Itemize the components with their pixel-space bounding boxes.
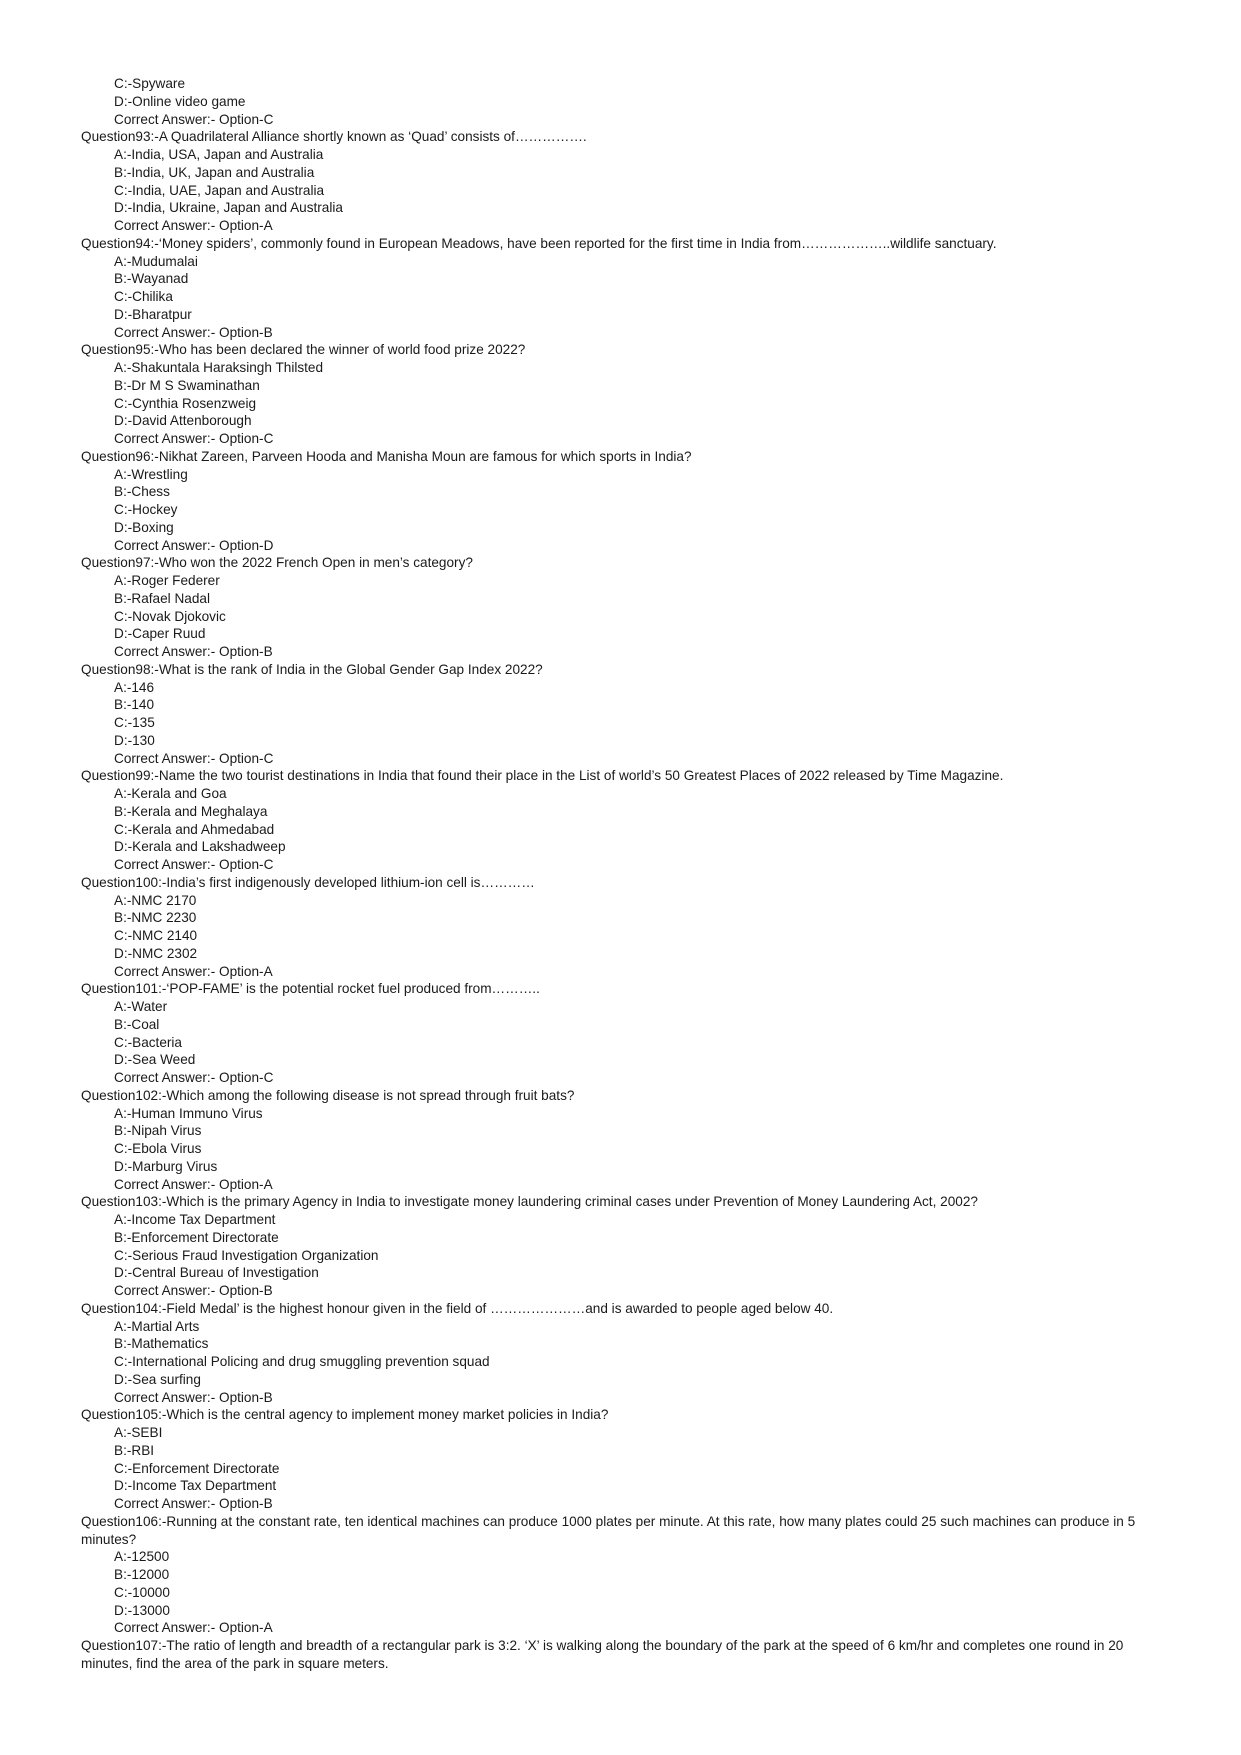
option-a: A:-Human Immuno Virus	[114, 1105, 263, 1121]
option-b: B:-Mathematics	[114, 1336, 209, 1352]
question-text: Question100:-India’s first indigenously developed lithium-ion cell is…………	[81, 874, 535, 890]
option-d: D:-Caper Ruud	[114, 626, 206, 642]
option-a: A:-146	[114, 679, 155, 695]
option-b: B:-Chess	[114, 484, 170, 500]
option-c: C:-135	[114, 715, 155, 730]
option-a: A:-NMC 2170	[114, 892, 197, 908]
option-d: D:-Kerala and Lakshadweep	[114, 839, 286, 855]
option-a: A:-Income Tax Department	[114, 1212, 276, 1227]
option-b: B:-India, UK, Japan and Australia	[114, 164, 315, 180]
option-d: D:-Sea Weed	[114, 1052, 196, 1068]
correct-answer: Correct Answer:- Option-A	[114, 1176, 273, 1192]
question-94	[81, 235, 1161, 342]
question-text: Question103:-Which is the primary Agency in India to investigate money laundering criminal cases under Prevention of Money Laundering Act, 2002?	[81, 1194, 978, 1210]
option-d: D:-Sea surfing	[114, 1371, 201, 1387]
correct-answer: Correct Answer:- Option-C	[114, 1070, 274, 1085]
correct-answer: Correct Answer:- Option-D	[114, 537, 274, 553]
option-c: C:-Novak Djokovic	[114, 608, 226, 624]
option-b: B:-Enforcement Directorate	[114, 1229, 279, 1245]
option-c: C:-Hockey	[114, 502, 178, 517]
question-97	[81, 554, 1161, 661]
correct-answer: Correct Answer:- Option-B	[114, 644, 273, 659]
option-d: D:-Marburg Virus	[114, 1158, 218, 1174]
question-text: Question95:-Who has been declared the winner of world food prize 2022?	[81, 342, 526, 358]
option-c: C:-Kerala and Ahmedabad	[114, 821, 275, 837]
option-c: C:-Bacteria	[114, 1034, 182, 1050]
option-b: B:-Nipah Virus	[114, 1123, 202, 1139]
question-document	[81, 75, 1161, 1673]
question-96	[81, 448, 1161, 555]
option-b: B:-Dr M S Swaminathan	[114, 377, 260, 393]
question-107	[81, 1637, 1161, 1673]
question-text: Question104:-Field Medal’ is the highest honour given in the field of …………………and is awarded to people aged below 40.	[81, 1300, 834, 1316]
question-105	[81, 1406, 1161, 1513]
option-b: B:-RBI	[114, 1442, 155, 1458]
question-text: Question107:-The ratio of length and breadth of a rectangular park is 3:2. ‘X’ is walking along the boundary of the park at the speed of 6 km/hr and completes one round in 20 minutes, find the area of the park in square meters.	[81, 1638, 1124, 1671]
option-d: D:-NMC 2302	[114, 945, 198, 961]
option-b: B:-NMC 2230	[114, 910, 197, 926]
question-text: Question96:-Nikhat Zareen, Parveen Hooda and Manisha Moun are famous for which sports in India?	[81, 448, 692, 464]
option-c: C:-Ebola Virus	[114, 1141, 202, 1156]
option-c: C:-Spyware	[114, 76, 186, 91]
option-a: A:-India, USA, Japan and Australia	[114, 147, 324, 162]
option-a: A:-SEBI	[114, 1425, 163, 1440]
option-a: A:-12500	[114, 1549, 170, 1565]
question-100	[81, 874, 1161, 981]
correct-answer: Correct Answer:- Option-C	[114, 750, 274, 766]
lead-block	[81, 75, 1161, 128]
option-a: A:-Martial Arts	[114, 1318, 200, 1334]
option-b: B:-Wayanad	[114, 271, 189, 287]
correct-answer: Correct Answer:- Option-A	[114, 1620, 273, 1636]
correct-answer: Correct Answer:- Option-B	[114, 1389, 273, 1405]
correct-answer: Correct Answer:- Option-B	[114, 1283, 273, 1298]
option-b: B:-Kerala and Meghalaya	[114, 803, 268, 819]
question-text: Question101:-‘POP-FAME’ is the potential rocket fuel produced from………..	[81, 981, 540, 997]
option-c: C:-Cynthia Rosenzweig	[114, 395, 257, 411]
option-a: A:-Wrestling	[114, 466, 188, 482]
question-text: Question102:-Which among the following disease is not spread through fruit bats?	[81, 1087, 575, 1103]
option-c: C:-Serious Fraud Investigation Organization	[114, 1247, 379, 1263]
option-a: A:-Shakuntala Haraksingh Thilsted	[114, 360, 324, 375]
question-text: Question94:-‘Money spiders’, commonly found in European Meadows, have been reported for the first time in India from………………..wildlife sanctuary.	[81, 235, 997, 251]
question-text: Question99:-Name the two tourist destinations in India that found their place in the List of world’s 50 Greatest Places of 2022 released by Time Magazine.	[81, 768, 1004, 784]
correct-answer: Correct Answer:- Option-B	[114, 1496, 273, 1511]
option-d: D:-13000	[114, 1602, 170, 1618]
option-d: D:-India, Ukraine, Japan and Australia	[114, 200, 343, 216]
correct-answer: Correct Answer:- Option-C	[114, 857, 274, 872]
option-d: D:-David Attenborough	[114, 413, 252, 429]
question-99	[81, 767, 1161, 874]
question-101	[81, 980, 1161, 1087]
question-text: Question105:-Which is the central agency to implement money market policies in India?	[81, 1407, 609, 1423]
option-b: B:-140	[114, 697, 155, 713]
option-d: D:-Online video game	[114, 93, 246, 109]
option-b: B:-Rafael Nadal	[114, 590, 210, 606]
correct-answer: Correct Answer:- Option-C	[114, 111, 274, 127]
question-103	[81, 1193, 1161, 1300]
option-d: D:-Boxing	[114, 519, 174, 535]
question-text: Question98:-What is the rank of India in the Global Gender Gap Index 2022?	[81, 661, 543, 677]
correct-answer: Correct Answer:- Option-A	[114, 963, 273, 979]
option-c: C:-India, UAE, Japan and Australia	[114, 182, 325, 198]
question-93	[81, 128, 1161, 235]
option-b: B:-12000	[114, 1567, 170, 1582]
correct-answer: Correct Answer:- Option-B	[114, 324, 273, 340]
option-a: A:-Water	[114, 999, 168, 1014]
correct-answer: Correct Answer:- Option-C	[114, 431, 274, 446]
question-102	[81, 1087, 1161, 1194]
option-c: C:-International Policing and drug smuggling prevention squad	[114, 1354, 490, 1369]
question-text: Question97:-Who won the 2022 French Open in men’s category?	[81, 555, 473, 571]
option-c: C:-NMC 2140	[114, 928, 198, 943]
option-d: D:-Central Bureau of Investigation	[114, 1265, 319, 1281]
question-text: Question106:-Running at the constant rate, ten identical machines can produce 1000 plates per minute. At this rate, how many plates could 25 such machines can produce in 5 minutes?	[81, 1513, 1136, 1547]
option-c: C:-Chilika	[114, 289, 173, 304]
question-104	[81, 1300, 1161, 1407]
question-98	[81, 661, 1161, 768]
question-text: Question93:-A Quadrilateral Alliance shortly known as ‘Quad’ consists of…………….	[81, 129, 587, 145]
option-c: C:-10000	[114, 1584, 170, 1600]
option-c: C:-Enforcement Directorate	[114, 1460, 280, 1476]
option-d: D:-130	[114, 732, 155, 748]
option-d: D:-Income Tax Department	[114, 1478, 277, 1494]
question-106	[81, 1513, 1161, 1637]
correct-answer: Correct Answer:- Option-A	[114, 218, 273, 233]
option-a: A:-Mudumalai	[114, 253, 198, 269]
option-a: A:-Kerala and Goa	[114, 786, 227, 801]
option-d: D:-Bharatpur	[114, 306, 192, 322]
question-95	[81, 341, 1161, 448]
option-a: A:-Roger Federer	[114, 573, 220, 588]
option-b: B:-Coal	[114, 1016, 160, 1032]
